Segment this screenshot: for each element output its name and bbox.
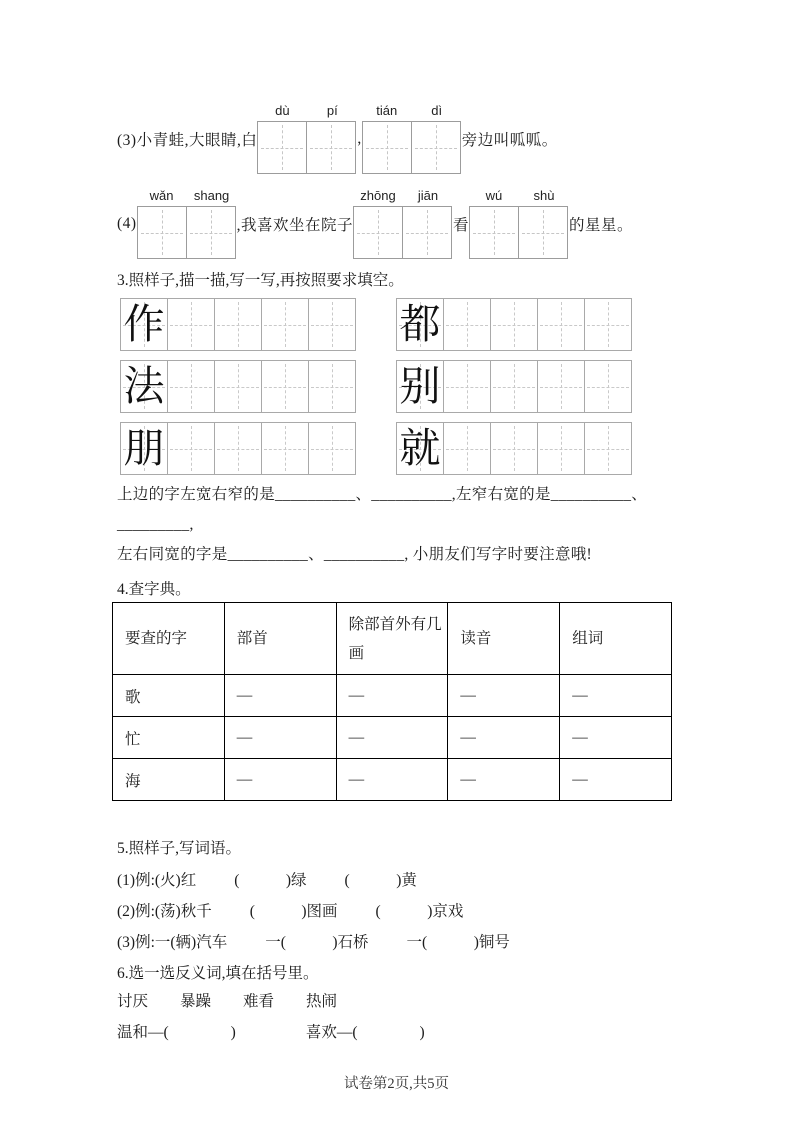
pinyin-box-group-tiandi (362, 103, 462, 174)
practice-cell (261, 422, 309, 475)
practice-cell (584, 360, 632, 413)
example-text: (2)例:(荡)秋千 (117, 903, 212, 920)
practice-cell (490, 360, 538, 413)
table-row (113, 759, 672, 801)
pinyin-box-group-zhongjian (353, 188, 453, 259)
practice-cell (443, 422, 491, 475)
practice-grid-bie (396, 360, 632, 413)
writing-box (518, 206, 568, 259)
practice-cell (490, 422, 538, 475)
practice-cell-model (120, 422, 168, 475)
word-bank-item: 难看 (243, 993, 275, 1010)
pinyin-box-group-dupi (257, 103, 357, 174)
writing-box (402, 206, 452, 259)
model-character: 都 (399, 301, 441, 347)
pinyin-label: shang (193, 188, 230, 203)
model-character: 就 (399, 425, 441, 471)
pinyin-box-group-wanshang (137, 188, 237, 259)
q5-item-2 (117, 902, 693, 921)
header-cell: 组词 (560, 603, 672, 675)
blank-cell: — (336, 675, 448, 717)
question-3-title: 3.照样子,描一描,写一写,再按照要求填空。 (117, 272, 404, 289)
blank-paren: 一( )铜号 (406, 934, 510, 951)
pinyin-label: jiān (417, 188, 439, 203)
antonym-pairs (117, 1024, 693, 1042)
word-bank (117, 993, 693, 1011)
pinyin-label: pí (326, 103, 338, 118)
writing-box (137, 206, 187, 259)
page-footer: 试卷第2页,共5页 (343, 1076, 450, 1092)
fill-line-1: 上边的字左宽右窄的是__________、__________,左窄右宽的是__________、_________, (117, 486, 648, 533)
pinyin-label: shù (533, 188, 555, 203)
writing-box (362, 121, 412, 174)
blank-cell: — (224, 675, 336, 717)
pinyin-label: wǎn (149, 188, 174, 203)
table-row (113, 675, 672, 717)
writing-box (353, 206, 403, 259)
blank-paren: 一( )石桥 (265, 934, 369, 951)
model-character: 法 (123, 363, 165, 409)
practice-cell (167, 360, 215, 413)
word-bank-item: 暴躁 (180, 993, 212, 1010)
writing-box (186, 206, 236, 259)
char-cell: 忙 (113, 717, 225, 759)
pinyin-label: zhōng (360, 188, 396, 203)
practice-cell (443, 360, 491, 413)
header-cell: 读音 (448, 603, 560, 675)
item-4-number: (4) (117, 214, 137, 232)
example-text: (3)例:一(辆)汽车 (117, 934, 228, 951)
writing-box (469, 206, 519, 259)
practice-cell (214, 422, 262, 475)
blank-paren: ( )黄 (344, 872, 417, 889)
practice-cell (443, 298, 491, 351)
model-character: 作 (123, 301, 165, 347)
writing-boxes (469, 206, 569, 259)
blank-paren: ( )图画 (249, 903, 338, 920)
item-4-text-mid2: 看 (452, 216, 469, 234)
header-cell: 要查的字 (113, 603, 225, 675)
fill-line-2: 左右同宽的字是__________、__________, 小朋友们写字时要注意哦! (117, 546, 593, 563)
header-cell: 部首 (224, 603, 336, 675)
word-bank-item: 热闹 (306, 993, 338, 1010)
practice-cell (167, 298, 215, 351)
writing-boxes (353, 206, 453, 259)
item-3-comma: , (357, 129, 362, 147)
char-cell: 海 (113, 759, 225, 801)
blank-cell: — (448, 675, 560, 717)
blank-paren: ( )绿 (234, 872, 307, 889)
practice-cell (537, 298, 585, 351)
header-cell: 除部首外有几画 (336, 603, 448, 675)
writing-box (306, 121, 356, 174)
grid-row-1 (120, 298, 693, 351)
pinyin-label: wú (485, 188, 503, 203)
item-4-text-after: 的星星。 (568, 216, 633, 234)
blank-cell: — (560, 759, 672, 801)
pinyin-label: tián (376, 103, 398, 118)
practice-grid-dou (396, 298, 632, 351)
blank-cell: — (448, 717, 560, 759)
practice-cell (214, 298, 262, 351)
pinyin-label: dù (275, 103, 290, 118)
practice-cell-model (396, 298, 444, 351)
question-6-title: 6.选一选反义词,填在括号里。 (117, 965, 319, 982)
blank-cell: — (336, 717, 448, 759)
question-2-item-3 (117, 103, 693, 174)
practice-cell (537, 360, 585, 413)
blank-cell: — (224, 759, 336, 801)
practice-grid-zuo (120, 298, 356, 351)
practice-cell (261, 298, 309, 351)
pinyin-labels (353, 188, 453, 206)
grid-row-2 (120, 360, 693, 413)
pinyin-labels (257, 103, 357, 121)
blank-cell: — (224, 717, 336, 759)
pinyin-labels (469, 188, 569, 206)
antonym-pair: 喜欢—( ) (305, 1024, 425, 1041)
question-3-fill-text (117, 480, 693, 570)
word-bank-item: 讨厌 (117, 993, 149, 1010)
char-cell: 歌 (113, 675, 225, 717)
practice-cell (537, 422, 585, 475)
writing-boxes (362, 121, 462, 174)
item-3-text-before: (3)小青蛙,大眼睛,白 (117, 131, 258, 149)
writing-box (411, 121, 461, 174)
practice-grids (120, 298, 693, 475)
practice-cell-model (396, 360, 444, 413)
practice-grid-fa (120, 360, 356, 413)
writing-boxes (257, 121, 357, 174)
blank-cell: — (336, 759, 448, 801)
question-2-item-4 (117, 188, 693, 259)
table-row (113, 717, 672, 759)
grid-row-3 (120, 422, 693, 475)
practice-grid-jiu (396, 422, 632, 475)
writing-box (257, 121, 307, 174)
practice-cell (308, 360, 356, 413)
question-5-items (117, 871, 693, 952)
practice-cell (584, 422, 632, 475)
blank-cell: — (560, 717, 672, 759)
practice-cell (261, 360, 309, 413)
pinyin-box-group-wushu (469, 188, 569, 259)
q5-item-3 (117, 933, 693, 952)
model-character: 别 (399, 363, 441, 409)
antonym-pair: 温和—( ) (117, 1024, 236, 1041)
practice-cell-model (396, 422, 444, 475)
model-character: 朋 (123, 425, 165, 471)
practice-cell (490, 298, 538, 351)
practice-cell (584, 298, 632, 351)
question-5-title: 5.照样子,写词语。 (117, 840, 242, 857)
writing-boxes (137, 206, 237, 259)
blank-paren: ( )京戏 (375, 903, 464, 920)
pinyin-labels (137, 188, 237, 206)
question-4-title: 4.查字典。 (117, 581, 191, 598)
practice-cell-model (120, 298, 168, 351)
blank-cell: — (560, 675, 672, 717)
example-text: (1)例:(火)红 (117, 872, 197, 889)
q5-item-1 (117, 871, 693, 890)
blank-cell: — (448, 759, 560, 801)
practice-cell (308, 422, 356, 475)
pinyin-label: dì (431, 103, 443, 118)
practice-cell (167, 422, 215, 475)
dictionary-table (112, 602, 672, 801)
table-header-row (113, 603, 672, 675)
practice-cell (214, 360, 262, 413)
item-3-text-after: 旁边叫呱呱。 (461, 131, 558, 149)
practice-cell (308, 298, 356, 351)
pinyin-labels (362, 103, 462, 121)
practice-grid-peng (120, 422, 356, 475)
practice-cell-model (120, 360, 168, 413)
item-4-text-mid1: ,我喜欢坐在院子 (236, 216, 353, 234)
